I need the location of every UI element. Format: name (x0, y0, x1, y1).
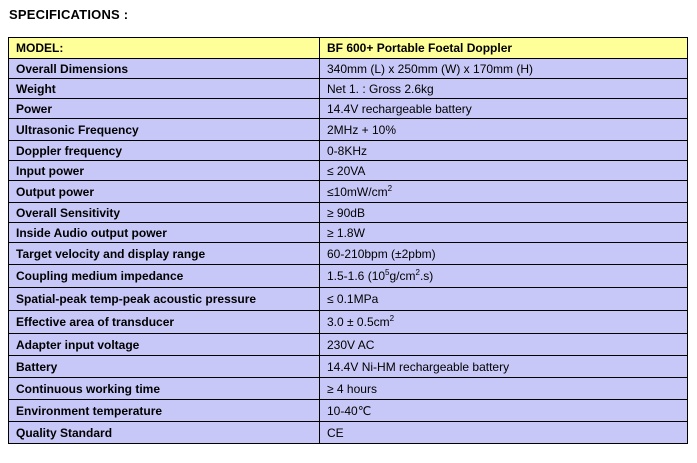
table-row (9, 161, 688, 181)
spec-label: Weight (9, 79, 320, 99)
spec-value: ≤ 0.1MPa (320, 288, 688, 311)
table-row (9, 265, 688, 288)
spec-value: 60-210bpm (±2pbm) (320, 243, 688, 265)
spec-value: ≥ 4 hours (320, 378, 688, 400)
table-row (9, 59, 688, 79)
table-row (9, 203, 688, 223)
table-row (9, 400, 688, 422)
spec-label: Output power (9, 181, 320, 203)
table-row (9, 378, 688, 400)
table-row (9, 181, 688, 203)
spec-value-text: ≤10mW/cm (327, 184, 388, 199)
spec-value: 0-8KHz (320, 141, 688, 161)
table-row (9, 356, 688, 378)
spec-value-superscript: 2 (389, 314, 395, 323)
spec-value-superscript: 2 (387, 183, 393, 193)
spec-label: Spatial-peak temp-peak acoustic pressure (9, 288, 320, 311)
spec-value: 340mm (L) x 250mm (W) x 170mm (H) (320, 59, 688, 79)
table-row (9, 243, 688, 265)
spec-value: 10-40℃ (320, 400, 688, 422)
table-row (9, 311, 688, 334)
model-label: MODEL: (9, 38, 320, 59)
table-row (9, 422, 688, 444)
spec-value: Net 1. : Gross 2.6kg (320, 79, 688, 99)
table-row (9, 99, 688, 119)
spec-label: Ultrasonic Frequency (9, 119, 320, 141)
table-row (9, 79, 688, 99)
specifications-table (8, 37, 688, 444)
model-value: BF 600+ Portable Foetal Doppler (320, 38, 688, 59)
spec-label: Effective area of transducer (9, 311, 320, 334)
spec-value: ≤ 20VA (320, 161, 688, 181)
spec-label: Battery (9, 356, 320, 378)
spec-value-superscript: 5 (385, 268, 390, 277)
table-row (9, 334, 688, 356)
spec-value-text: 3.0 ± 0.5cm (327, 315, 390, 329)
table-row (9, 223, 688, 243)
table-row (9, 141, 688, 161)
spec-value (320, 181, 688, 203)
table-row (9, 119, 688, 141)
spec-value-text: 1.5-1.6 (10 (327, 269, 386, 283)
spec-label: Overall Sensitivity (9, 203, 320, 223)
spec-label: Target velocity and display range (9, 243, 320, 265)
spec-value: 14.4V rechargeable battery (320, 99, 688, 119)
spec-value-text-suffix-2: .s) (419, 269, 434, 283)
spec-value (320, 311, 688, 334)
spec-value: 2MHz + 10% (320, 119, 688, 141)
spec-label: Quality Standard (9, 422, 320, 444)
spec-value: CE (320, 422, 688, 444)
spec-value: ≥ 90dB (320, 203, 688, 223)
spec-value: ≥ 1.8W (320, 223, 688, 243)
spec-label: Continuous working time (9, 378, 320, 400)
spec-label: Power (9, 99, 320, 119)
spec-label: Coupling medium impedance (9, 265, 320, 288)
spec-label: Overall Dimensions (9, 59, 320, 79)
spec-value-superscript-2: 2 (415, 268, 420, 277)
spec-label: Input power (9, 161, 320, 181)
table-row (9, 288, 688, 311)
spec-value (320, 265, 688, 288)
spec-value: 14.4V Ni-HM rechargeable battery (320, 356, 688, 378)
table-header-row (9, 38, 688, 59)
spec-label: Inside Audio output power (9, 223, 320, 243)
spec-value-text-suffix: g/cm (389, 269, 416, 283)
spec-label: Adapter input voltage (9, 334, 320, 356)
page-heading: SPECIFICATIONS : (9, 7, 129, 22)
spec-label: Environment temperature (9, 400, 320, 422)
spec-label: Doppler frequency (9, 141, 320, 161)
spec-value: 230V AC (320, 334, 688, 356)
